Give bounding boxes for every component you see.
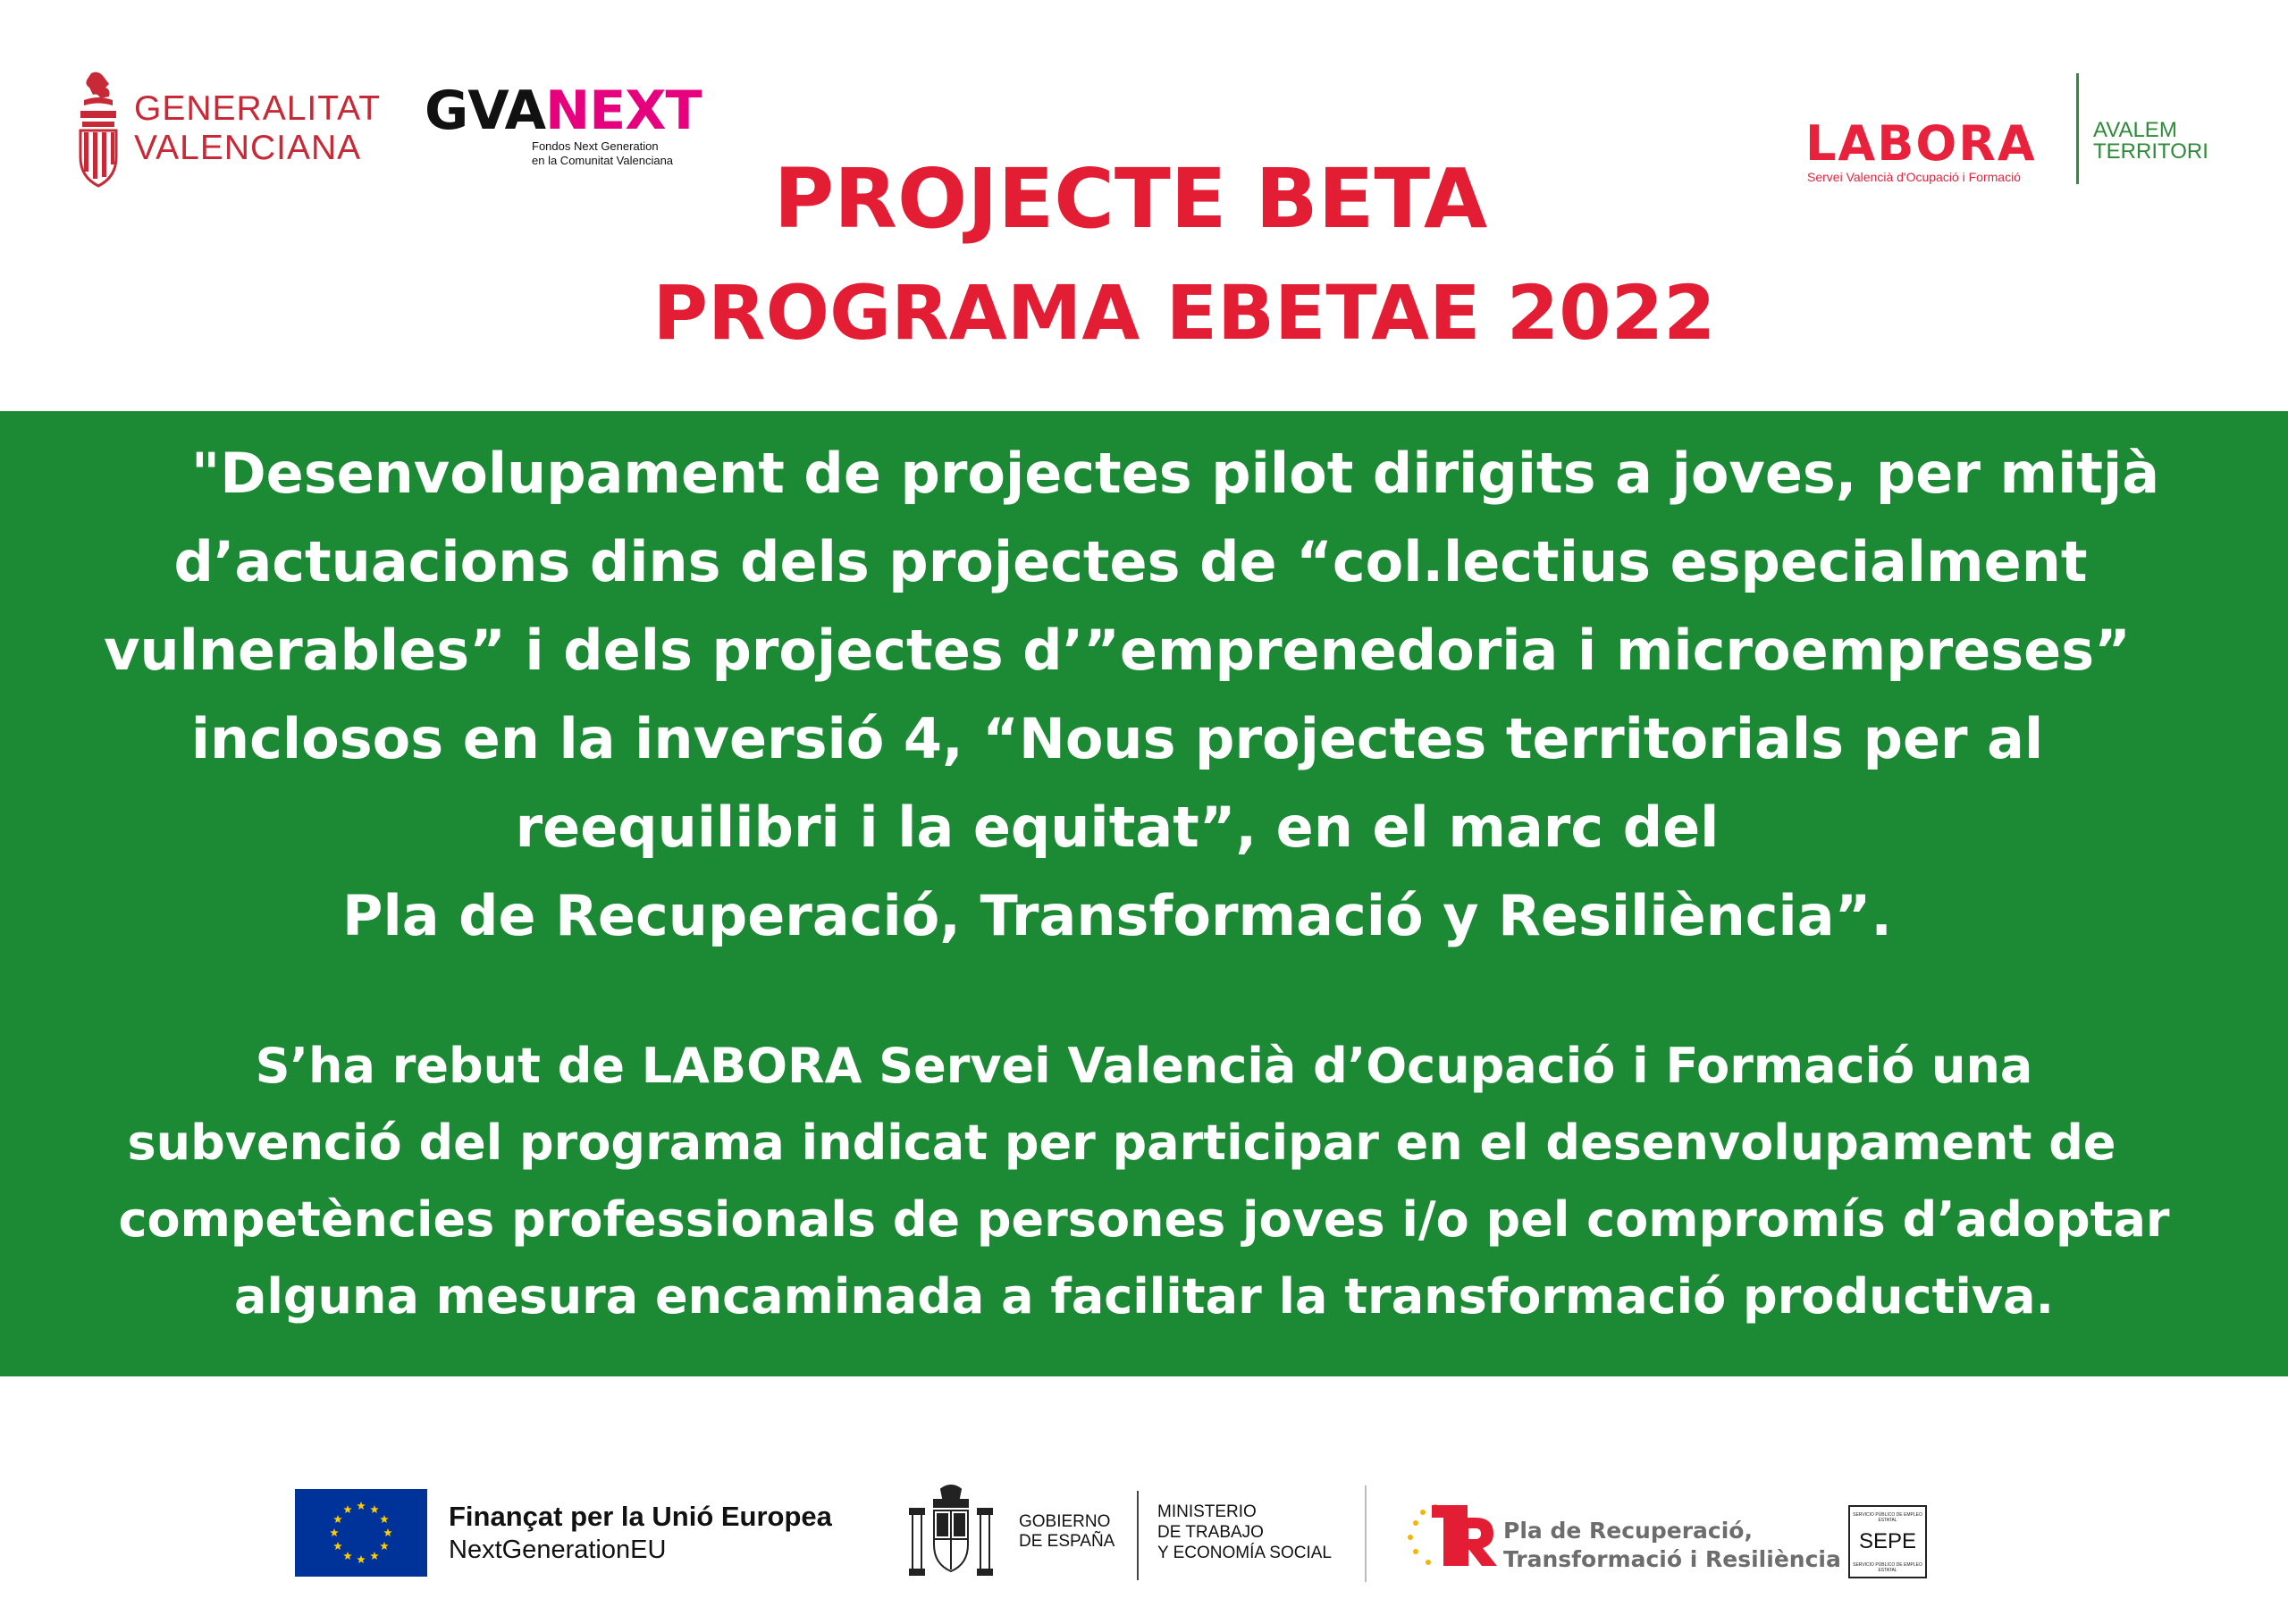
- eu-star: [343, 1552, 352, 1560]
- generalitat-line1: GENERALITAT: [134, 89, 382, 128]
- info-band: [0, 411, 2288, 1376]
- notice-line: alguna mesura encaminada a facilitar la transformació productiva.: [233, 1268, 2055, 1325]
- eu-flag-icon: [295, 1489, 427, 1577]
- sepe-small-bottom: SERVICIO PÚBLICO DE EMPLEO ESTATAL: [1853, 1562, 1922, 1573]
- gobierno-line1: GOBIERNO: [1019, 1512, 1111, 1531]
- eu-star: [380, 1515, 389, 1523]
- page-title: PROJECTE BETA: [773, 151, 1488, 247]
- notice-line: competències professionals de persones joves i/o pel compromís d’adoptar: [118, 1191, 2170, 1248]
- prtr-logo-icon: [1405, 1498, 1503, 1578]
- notice-line: subvenció del programa indicat per participar en el desenvolupament de: [127, 1115, 2116, 1171]
- eu-star: [380, 1542, 389, 1550]
- eu-star: [343, 1505, 352, 1513]
- recovery-plan-line1: Pla de Recuperació,: [1503, 1518, 1753, 1544]
- eu-star: [357, 1502, 366, 1510]
- eu-star: [370, 1552, 379, 1560]
- description-line: d’actuacions dins dels projectes de “col.lectius especialment: [173, 529, 2088, 594]
- ministerio-line2: DE TRABAJO: [1157, 1523, 1264, 1542]
- gvanext-subline1: Fondos Next Generation: [532, 139, 659, 153]
- ministerio-label: [1157, 1502, 1332, 1563]
- eu-funding-label: [449, 1500, 832, 1566]
- description-line: Pla de Recuperació, Transformació y Resiliència”.: [342, 883, 1892, 948]
- notice-line: S’ha rebut de LABORA Servei Valencià d’Ocupació i Formació una: [255, 1038, 2033, 1094]
- footer-divider: [1137, 1491, 1139, 1580]
- eu-star: [333, 1542, 342, 1550]
- subsidy-notice: [0, 1028, 2288, 1335]
- gvanext-wordmark-next: NEXT: [545, 80, 702, 142]
- page-subtitle: PROGRAMA EBETAE 2022: [652, 269, 1716, 357]
- footer-divider: [1365, 1485, 1367, 1582]
- eu-star: [370, 1505, 379, 1513]
- sepe-small-top: SERVICIO PÚBLICO DE EMPLEO ESTATAL: [1853, 1512, 1922, 1523]
- project-description: [0, 429, 2288, 960]
- gobierno-line2: DE ESPAÑA: [1019, 1532, 1115, 1551]
- generalitat-line2: VALENCIANA: [134, 129, 362, 167]
- eu-funding-line1: Finançat per la Unió Europea: [449, 1501, 832, 1532]
- ministerio-line3: Y ECONOMÍA SOCIAL: [1157, 1544, 1332, 1562]
- eu-star: [330, 1528, 339, 1536]
- description-line: "Desenvolupament de projectes pilot dirigits a joves, per mitjà: [190, 441, 2160, 506]
- labora-wordmark: LABORA: [1805, 115, 2037, 172]
- eu-star: [357, 1555, 366, 1563]
- gobierno-label: [1019, 1512, 1115, 1552]
- sepe-logo: [1848, 1505, 1927, 1578]
- gvanext-subline2: en la Comunitat Valenciana: [532, 154, 674, 167]
- eu-star: [383, 1528, 392, 1536]
- sepe-wordmark: SEPE: [1858, 1529, 1917, 1553]
- labora-subtitle: Servei Valencià d'Ocupació i Formació: [1807, 170, 2021, 184]
- eu-funding-line2: NextGenerationEU: [449, 1536, 667, 1564]
- recovery-plan-line2: Transformació i Resiliència: [1503, 1546, 1841, 1572]
- recovery-plan-label: [1503, 1517, 1841, 1574]
- description-line: reequilibri i la equitat”, en el marc del: [515, 795, 1720, 860]
- spain-shield-icon: [907, 1484, 995, 1580]
- ministerio-line1: MINISTERIO: [1157, 1502, 1257, 1521]
- labora-tag-line1: AVALEM: [2093, 118, 2177, 142]
- labora-tag-line2: TERRITORI: [2093, 139, 2208, 164]
- eu-star: [333, 1515, 342, 1523]
- description-line: vulnerables” i dels projectes d’”emprenedoria i microempreses”: [104, 618, 2131, 683]
- gvanext-wordmark-gva: GVA: [425, 80, 546, 142]
- description-line: inclosos en la inversió 4, “Nous projectes territorials per al: [190, 706, 2044, 771]
